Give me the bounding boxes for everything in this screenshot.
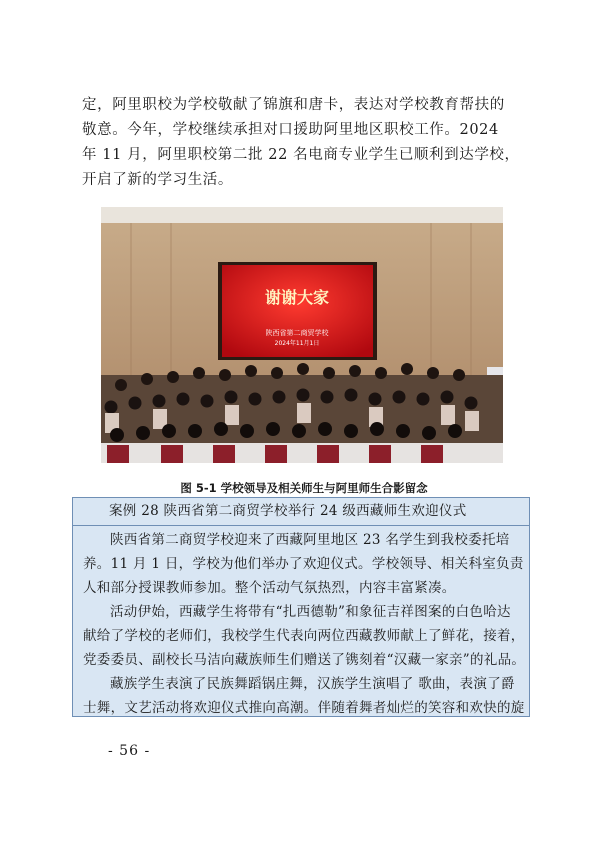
case-line: 活动伊始，西藏学生将带有“扎西德勒”和象征吉祥图案的白色哈达: [110, 604, 511, 620]
page-number: - 56 -: [108, 743, 151, 759]
case-line: 人和部分授课教师参加。整个活动气氛热烈，内容丰富紧凑。: [83, 580, 456, 596]
case-line: 党委委员、副校长马洁向藏族师生们赠送了镌刻着“汉藏一家亲”的礼品。: [83, 652, 526, 668]
screen-org: 陕西省第二商贸学校: [265, 329, 329, 337]
case-box: [72, 497, 530, 717]
case-line: 士舞，文艺活动将欢迎仪式推向高潮。伴随着舞者灿烂的笑容和欢快的旋: [83, 700, 525, 716]
group-photo: [101, 207, 503, 463]
screen-title: 谢谢大家: [264, 288, 330, 307]
case-title: 案例 28 陕西省第二商贸学校举行 24 级西藏师生欢迎仪式: [73, 498, 529, 526]
intro-line: 开启了新的学习生活。: [82, 172, 233, 188]
case-line: 养。11 月 1 日，学校为他们举办了欢迎仪式。学校领导、相关科室负责: [83, 556, 524, 572]
case-body: [73, 526, 529, 720]
intro-paragraph: [82, 93, 526, 193]
case-line: 献给了学校的老师们，我校学生代表向两位西藏教师献上了鲜花，接着，: [83, 628, 525, 644]
screen-date: 2024年11月1日: [274, 340, 320, 347]
intro-line: 敬意。今年，学校继续承担对口援助阿里地区职校工作。2024: [82, 122, 499, 138]
figure-caption: 图 5-1 学校领导及相关师生与阿里师生合影留念: [180, 481, 428, 495]
case-line: 陕西省第二商贸学校迎来了西藏阿里地区 23 名学生到我校委托培: [110, 532, 510, 548]
intro-line: 定，阿里职校为学校敬献了锦旗和唐卡，表达对学校教育帮扶的: [82, 97, 505, 113]
intro-line: 年 11 月，阿里职校第二批 22 名电商专业学生已顺利到达学校，: [82, 147, 520, 163]
case-line: 藏族学生表演了民族舞蹈锅庄舞，汉族学生演唱了 歌曲，表演了爵: [110, 676, 515, 692]
